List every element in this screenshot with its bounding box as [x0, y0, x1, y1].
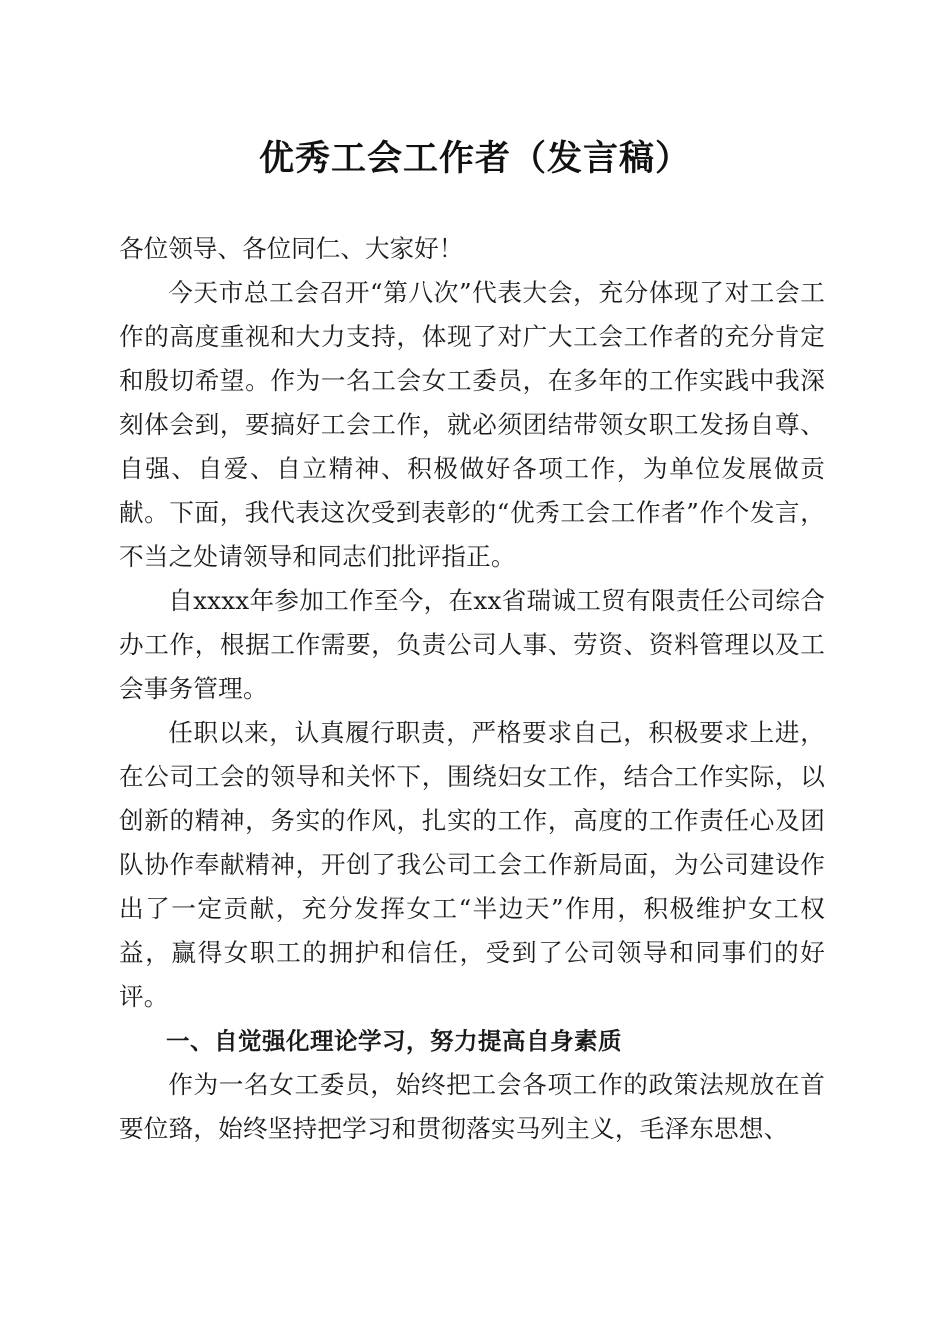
section-heading-1: 一、自觉强化理论学习，努力提高自身素质 — [166, 1027, 622, 1055]
document-title: 优秀工会工作者（发言稿） — [258, 138, 691, 179]
salutation: 各位领导、各位同仁、大家好！ — [119, 234, 464, 263]
document-body — [119, 227, 825, 1151]
section-1-paragraph: 作为一名女工委员，始终把工会各项工作的政策法规放在首要位臵，始终坚持把学习和贯彻落实马列主义，毛泽东思想、 — [119, 1070, 825, 1143]
body-paragraph-2: 自xxxx年参加工作至今，在xx省瑞诚工贸有限责任公司综合办工作，根据工作需要，负责公司人事、劳资、资料管理以及工会事务管理。 — [119, 586, 825, 703]
body-paragraph-3: 任职以来，认真履行职责，严格要求自己，积极要求上进，在公司工会的领导和关怀下，围绕妇女工作，结合工作实际，以创新的精神，务实的作风，扎实的工作，高度的工作责任心及团队协作奉献精神，开创了我公司工会工作新局面，为公司建设作出了一定贡献，充分发挥女工“半边天”作用，积极维护女工权益，赢得女职工的拥护和信任，受到了公司领导和同事们的好评。 — [119, 718, 825, 1011]
body-paragraph-1: 今天市总工会召开“第八次”代表大会，充分体现了对工会工作的高度重视和大力支持，体现了对广大工会工作者的充分肯定和殷切希望。作为一名工会女工委员，在多年的工作实践中我深刻体会到，要搞好工会工作，就必须团结带领女职工发扬自尊、自强、自爱、自立精神、积极做好各项工作，为单位发展做贡献。下面，我代表这次受到表彰的“优秀工会工作者”作个发言，不当之处请领导和同志们批评指正。 — [119, 278, 825, 571]
